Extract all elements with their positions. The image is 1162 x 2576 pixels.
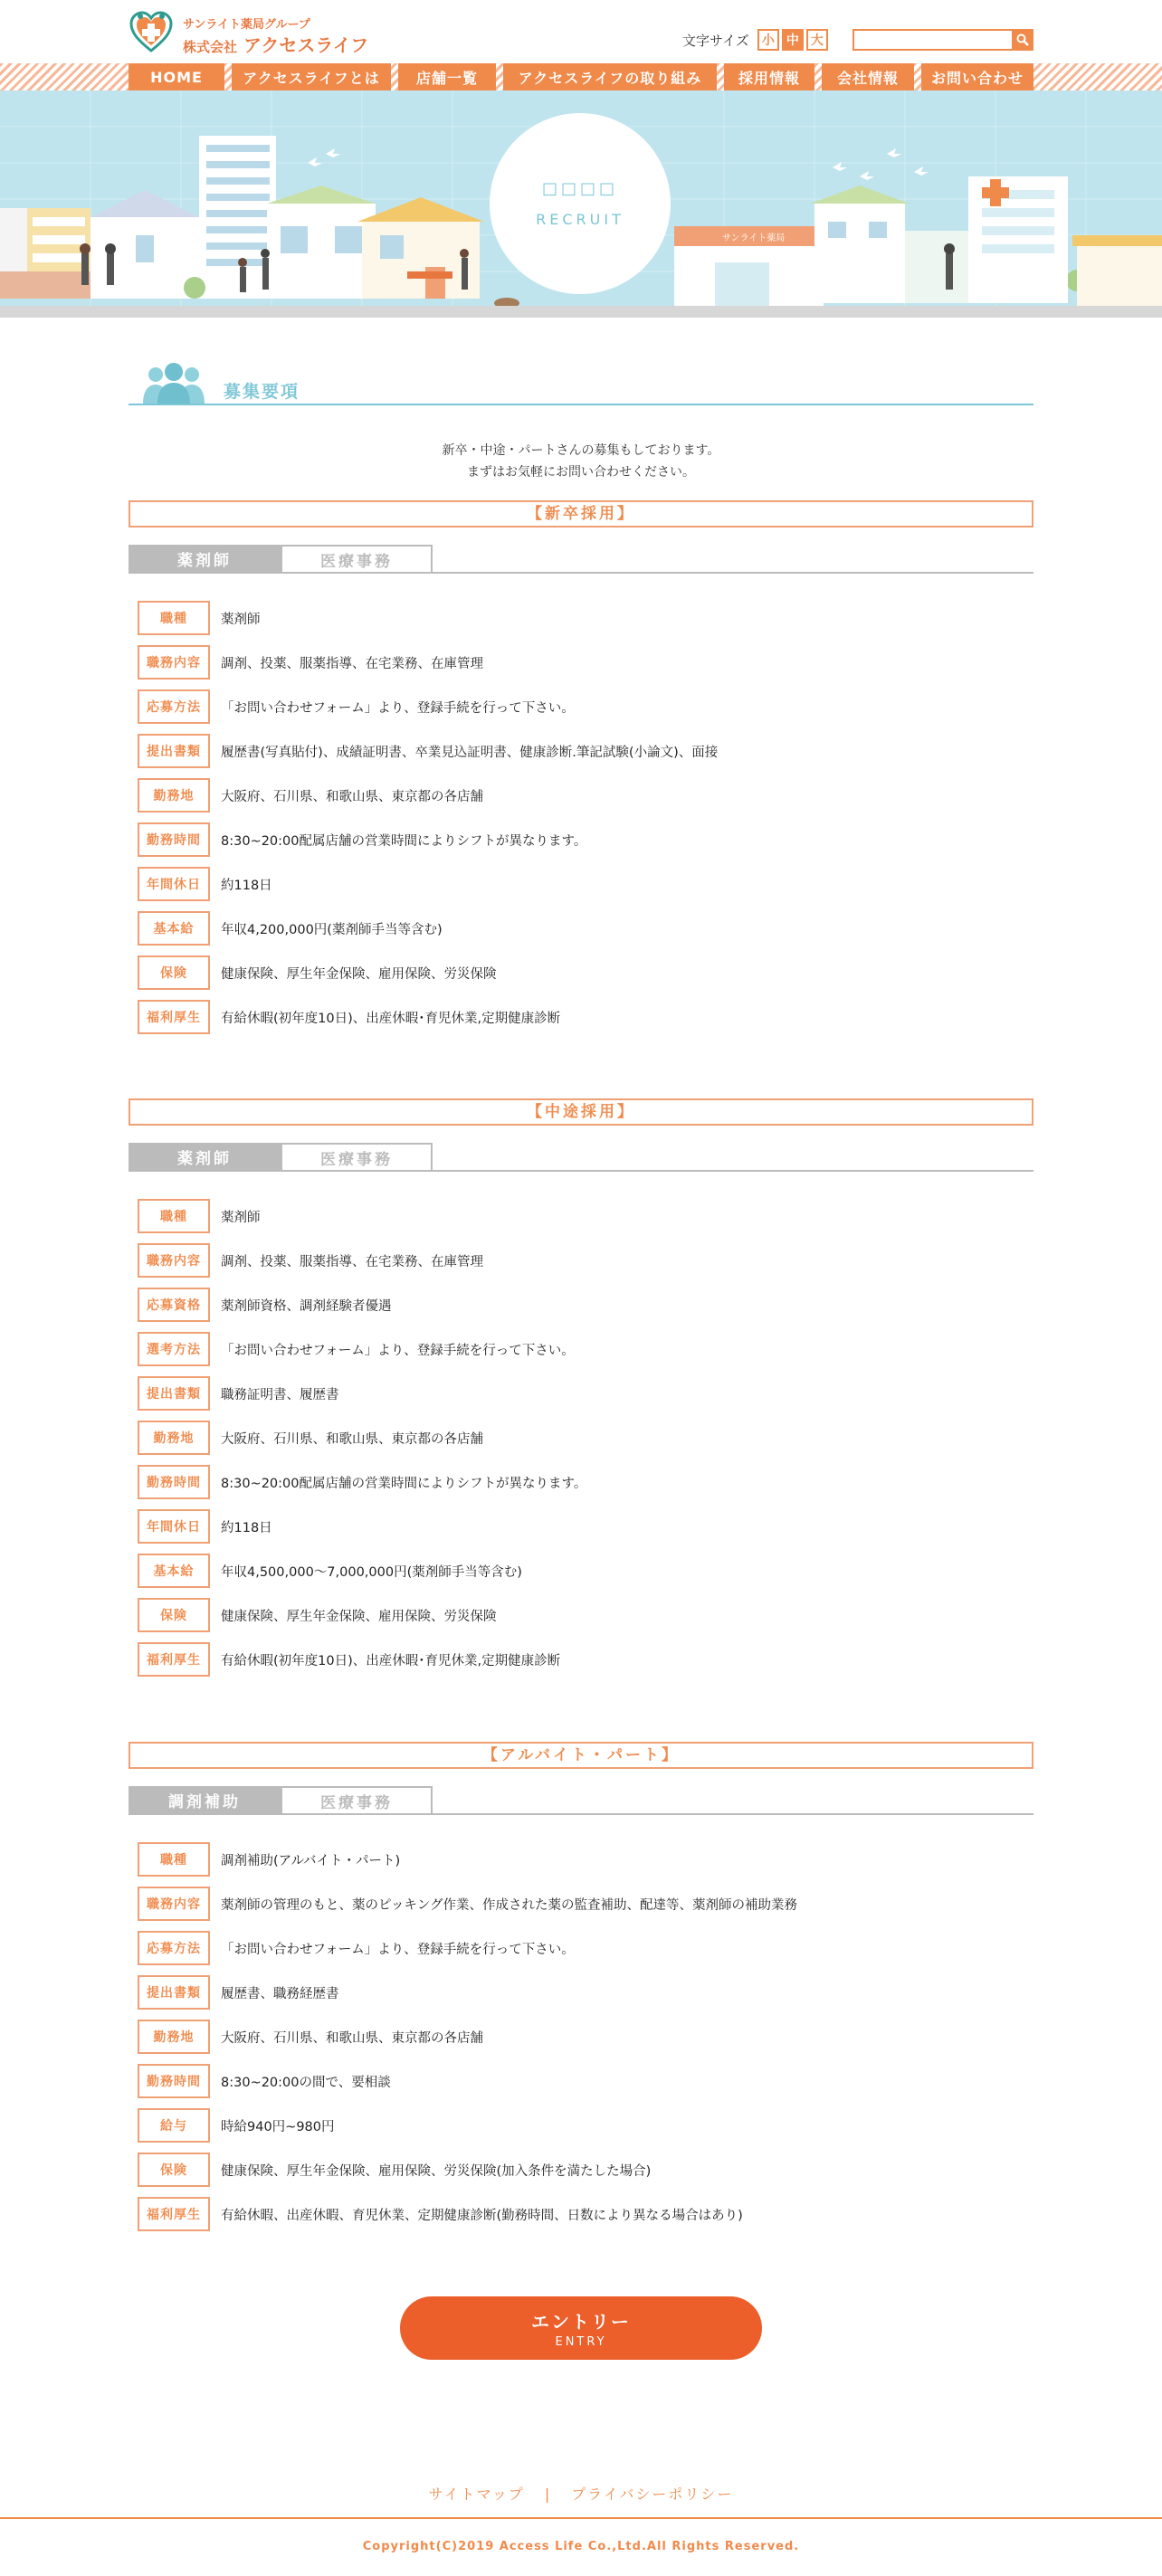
row-value: 職務証明書、履歴書 xyxy=(221,1387,339,1402)
row-value: 大阪府、石川県、和歌山県、東京都の各店舗 xyxy=(221,789,483,804)
row-label: 勤務地 xyxy=(138,778,210,813)
row-label: 年間休日 xyxy=(138,867,210,901)
row-label: 年間休日 xyxy=(138,1509,210,1544)
tab-pharmacist[interactable]: 薬剤師 xyxy=(129,545,281,572)
row-label: 保険 xyxy=(138,1598,210,1632)
logo-heart-icon xyxy=(129,9,174,54)
table-row xyxy=(138,2197,743,2231)
font-size-switcher xyxy=(682,29,828,51)
table-row xyxy=(138,645,483,680)
tab-medical-office[interactable]: 医療事務 xyxy=(281,545,433,572)
row-value: 約118日 xyxy=(221,1520,272,1535)
table-row xyxy=(138,911,443,946)
section-heading xyxy=(129,362,1033,405)
row-label: 提出書類 xyxy=(138,734,210,768)
nav-about[interactable]: アクセスライフとは xyxy=(232,63,391,90)
nav-company[interactable]: 会社情報 xyxy=(822,63,914,90)
intro-line-1: 新卒・中途・パートさんの募集もしております。 xyxy=(442,443,720,458)
table-row xyxy=(138,2064,391,2098)
entry-sublabel: ENTRY xyxy=(555,2335,607,2349)
table-row xyxy=(138,2020,483,2054)
table-row xyxy=(138,867,272,901)
row-value: 薬剤師の管理のもと、薬のピッキング作業、作成された薬の監査補助、配達等、薬剤師の補助業務 xyxy=(221,1897,797,1913)
table-row xyxy=(138,1243,483,1278)
table-row xyxy=(138,2153,651,2187)
row-value: 薬剤師 xyxy=(221,612,261,627)
people-icon xyxy=(138,362,210,404)
table-row xyxy=(138,778,483,813)
category-part-time: 【アルバイト・パート】 xyxy=(129,1742,1033,1769)
table-row xyxy=(138,1332,575,1366)
row-value: 健康保険、厚生年金保険、雇用保険、労災保険(加入条件を満たした場合) xyxy=(221,2163,652,2179)
footer-link-privacy[interactable]: プライバシーポリシー xyxy=(571,2486,734,2503)
row-label: 保険 xyxy=(138,955,210,990)
row-label: 勤務時間 xyxy=(138,822,210,857)
row-label: 給与 xyxy=(138,2108,210,2143)
category-new-graduate: 【新卒採用】 xyxy=(129,500,1033,528)
row-label: 福利厚生 xyxy=(138,2197,210,2231)
row-label: 勤務地 xyxy=(138,2020,210,2054)
category-mid-career: 【中途採用】 xyxy=(129,1098,1033,1126)
table-row xyxy=(138,1931,575,1965)
search-button[interactable] xyxy=(1012,29,1033,51)
footer-divider xyxy=(0,2517,1162,2519)
footer-links xyxy=(129,2483,1033,2504)
hero-title-en: RECRUIT xyxy=(536,211,624,228)
font-size-small-button[interactable]: 小 xyxy=(757,29,779,51)
table-row xyxy=(138,1421,483,1455)
logo[interactable] xyxy=(129,9,373,56)
copyright: Copyright(C)2019 Access Life Co.,Ltd.All Rights Reserved. xyxy=(362,2540,800,2553)
header xyxy=(129,0,1033,63)
row-label: 選考方法 xyxy=(138,1332,210,1366)
table-row xyxy=(138,689,575,724)
row-label: 応募方法 xyxy=(138,689,210,724)
tab-medical-office[interactable]: 医療事務 xyxy=(281,1786,433,1813)
search-input[interactable] xyxy=(852,29,1012,51)
row-label: 基本給 xyxy=(138,911,210,946)
row-value: 調剤補助(アルバイト・パート) xyxy=(221,1853,401,1868)
row-value: 健康保険、厚生年金保険、雇用保険、労災保険 xyxy=(221,966,497,982)
row-label: 保険 xyxy=(138,2153,210,2187)
footer-link-sitemap[interactable]: サイトマップ xyxy=(428,2486,525,2503)
nav-initiatives[interactable]: アクセスライフの取り組み xyxy=(503,63,717,90)
row-label: 応募方法 xyxy=(138,1931,210,1965)
row-value: 年収4,500,000～7,000,000円(薬剤師手当等含む) xyxy=(221,1564,522,1580)
hero-title-jp: □□□□ xyxy=(541,179,619,198)
row-value: 「お問い合わせフォーム」より、登録手続を行って下さい。 xyxy=(221,1942,575,1957)
table-row xyxy=(138,1598,497,1632)
nav-contact[interactable]: お問い合わせ xyxy=(921,63,1033,90)
row-value: 薬剤師資格、調剤経験者優遇 xyxy=(221,1298,392,1314)
row-label: 福利厚生 xyxy=(138,1000,210,1034)
row-value: 「お問い合わせフォーム」より、登録手続を行って下さい。 xyxy=(221,1343,575,1358)
row-value: 履歴書、職務経歴書 xyxy=(221,1986,339,2001)
row-value: 時給940円~980円 xyxy=(221,2119,335,2134)
font-size-label: 文字サイズ xyxy=(682,32,749,49)
row-label: 職務内容 xyxy=(138,1887,210,1921)
table-row xyxy=(138,734,718,768)
intro-line-2: まずはお気軽にお問い合わせください。 xyxy=(467,465,695,480)
font-size-medium-button[interactable]: 中 xyxy=(782,29,804,51)
row-value: 有給休暇、出産休暇、育児休業、定期健康診断(勤務時間、日数により異なる場合はあり) xyxy=(221,2208,743,2223)
table-row xyxy=(138,1288,392,1322)
row-label: 提出書類 xyxy=(138,1975,210,2010)
tab-medical-office[interactable]: 医療事務 xyxy=(281,1143,433,1170)
table-row xyxy=(138,1199,261,1233)
logo-subtitle: サンライト薬局グループ xyxy=(183,18,310,32)
row-value: 8:30~20:00の間で、要相談 xyxy=(221,2075,391,2090)
row-value: 8:30~20:00配属店舗の営業時間によりシフトが異なります。 xyxy=(221,833,587,849)
section-title: 募集要項 xyxy=(224,382,300,402)
table-row xyxy=(138,1975,339,2010)
row-value: 調剤、投薬、服薬指導、在宅業務、在庫管理 xyxy=(221,656,483,671)
tabs-new-graduate xyxy=(129,545,1033,574)
logo-title-name: アクセスライフ xyxy=(243,34,369,56)
row-value: 大阪府、石川県、和歌山県、東京都の各店舗 xyxy=(221,1431,483,1447)
table-row xyxy=(138,601,261,635)
tab-dispensing-assistant[interactable]: 調剤補助 xyxy=(129,1786,281,1813)
search-icon xyxy=(1016,33,1029,46)
table-row xyxy=(138,1642,560,1677)
table-row xyxy=(138,1000,560,1034)
main-nav xyxy=(129,63,1033,90)
row-label: 基本給 xyxy=(138,1554,210,1588)
table-row xyxy=(138,1465,586,1499)
entry-button[interactable] xyxy=(400,2296,762,2360)
row-label: 勤務時間 xyxy=(138,2064,210,2098)
tab-pharmacist[interactable]: 薬剤師 xyxy=(129,1143,281,1170)
nav-stores[interactable]: 店舗一覧 xyxy=(398,63,496,90)
intro-text xyxy=(129,440,1033,483)
row-value: 調剤、投薬、服薬指導、在宅業務、在庫管理 xyxy=(221,1254,483,1269)
row-value: 有給休暇(初年度10日)、出産休暇･育児休業,定期健康診断 xyxy=(221,1011,561,1026)
entry-label: エントリー xyxy=(531,2311,631,2333)
row-label: 職種 xyxy=(138,1199,210,1233)
table-row xyxy=(138,1842,400,1877)
hero-title-circle xyxy=(490,113,671,294)
row-value: 8:30~20:00配属店舗の営業時間によりシフトが異なります。 xyxy=(221,1476,587,1491)
logo-title xyxy=(183,31,368,57)
table-row xyxy=(138,2108,335,2143)
table-row xyxy=(138,822,586,857)
row-label: 提出書類 xyxy=(138,1376,210,1411)
store-sign: サンライト薬局 xyxy=(722,233,786,243)
row-value: 約118日 xyxy=(221,878,272,893)
row-value: 有給休暇(初年度10日)、出産休暇･育児休業,定期健康診断 xyxy=(221,1653,561,1668)
table-row xyxy=(138,1887,797,1921)
font-size-large-button[interactable]: 大 xyxy=(806,29,828,51)
row-label: 職種 xyxy=(138,601,210,635)
row-value: 年収4,200,000円(薬剤師手当等含む) xyxy=(221,922,443,937)
tabs-part-time xyxy=(129,1786,1033,1815)
search-box xyxy=(852,29,1033,51)
nav-home[interactable]: HOME xyxy=(129,63,224,90)
nav-recruit[interactable]: 採用情報 xyxy=(724,63,814,90)
row-label: 勤務時間 xyxy=(138,1465,210,1499)
row-label: 応募資格 xyxy=(138,1288,210,1322)
row-label: 勤務地 xyxy=(138,1421,210,1455)
row-value: 履歴書(写真貼付)、成績証明書、卒業見込証明書、健康診断.筆記試験(小論文)、面接 xyxy=(221,745,719,760)
tabs-mid-career xyxy=(129,1143,1033,1172)
row-label: 職種 xyxy=(138,1842,210,1877)
footer-separator: | xyxy=(544,2486,552,2503)
row-label: 福利厚生 xyxy=(138,1642,210,1677)
table-row xyxy=(138,955,497,990)
row-value: 「お問い合わせフォーム」より、登録手続を行って下さい。 xyxy=(221,700,575,716)
row-label: 職務内容 xyxy=(138,645,210,680)
logo-title-prefix: 株式会社 xyxy=(183,39,238,55)
row-value: 大阪府、石川県、和歌山県、東京都の各店舗 xyxy=(221,2030,483,2046)
table-row xyxy=(138,1554,522,1588)
row-value: 健康保険、厚生年金保険、雇用保険、労災保険 xyxy=(221,1609,497,1624)
table-row xyxy=(138,1509,272,1544)
table-row xyxy=(138,1376,339,1411)
row-label: 職務内容 xyxy=(138,1243,210,1278)
row-value: 薬剤師 xyxy=(221,1210,261,1225)
